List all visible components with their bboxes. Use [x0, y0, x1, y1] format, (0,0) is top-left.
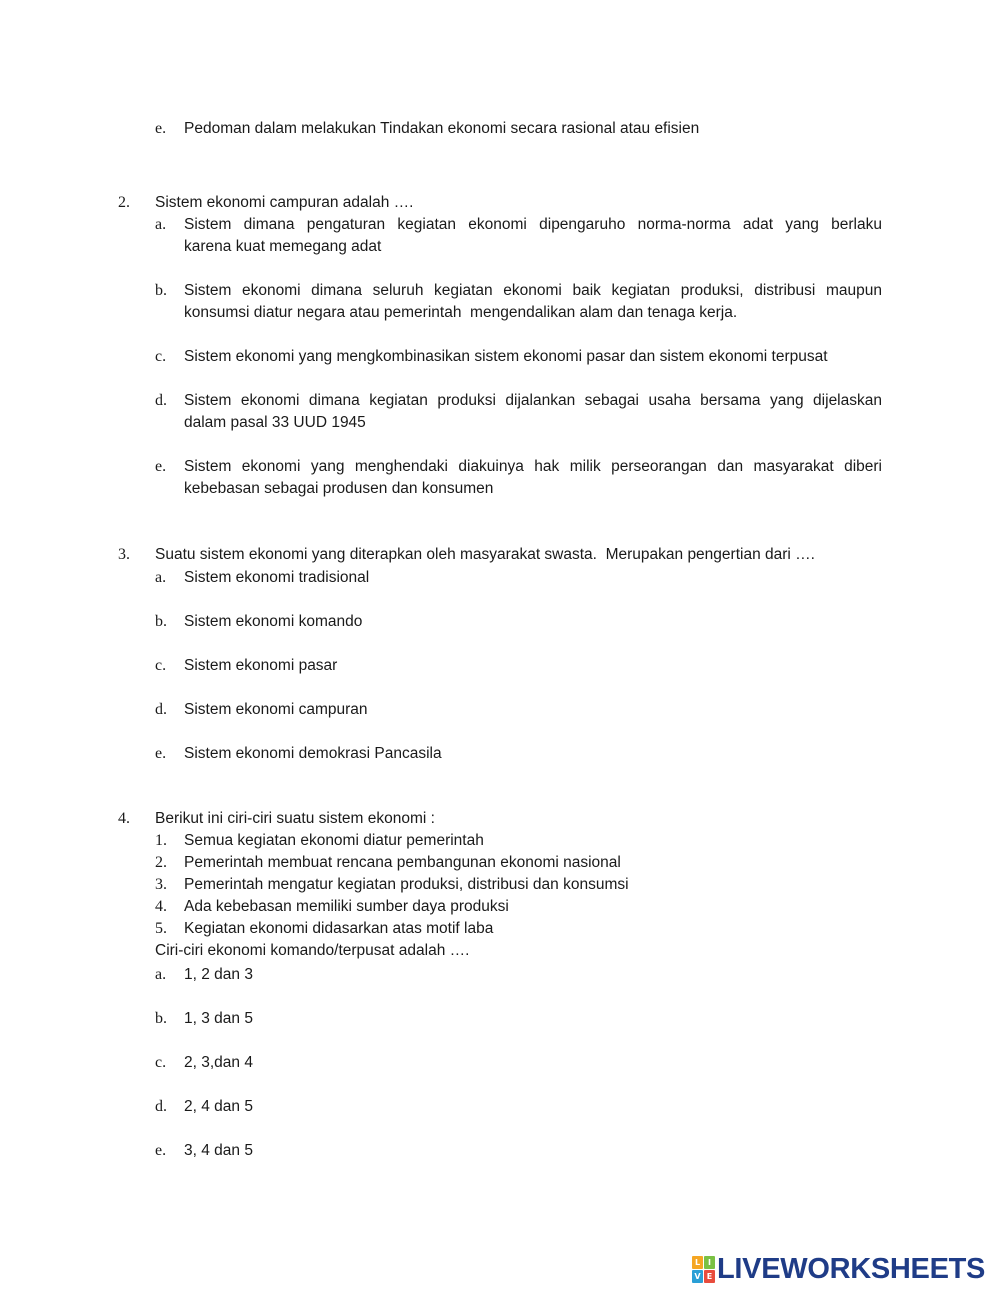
feature-number: 4.	[155, 898, 167, 915]
mark-tile: L	[692, 1256, 703, 1269]
option-text: 2, 4 dan 5	[184, 1098, 253, 1115]
option-letter: a.	[155, 966, 167, 983]
option-text-line-1: Sistem ekonomi dimana seluruh kegiatan ekonomi baik kegiatan produksi, distribusi maupun	[184, 282, 882, 299]
mark-tile: V	[692, 1270, 703, 1283]
option-letter: d.	[155, 701, 167, 718]
liveworksheets-mark-icon	[692, 1256, 714, 1282]
feature-text: Semua kegiatan ekonomi diatur pemerintah	[184, 832, 484, 849]
liveworksheets-logo[interactable]	[692, 1254, 985, 1284]
option-letter: c.	[155, 348, 167, 365]
option-text: Sistem ekonomi yang mengkombinasikan sistem ekonomi pasar dan sistem ekonomi terpusat	[184, 348, 828, 365]
option-text: Sistem ekonomi campuran	[184, 701, 368, 718]
feature-text: Pemerintah mengatur kegiatan produksi, distribusi dan konsumsi	[184, 876, 629, 893]
feature-number: 3.	[155, 876, 167, 893]
question-number: 3.	[118, 546, 130, 563]
option-text-line-1: Sistem ekonomi dimana kegiatan produksi dijalankan sebagai usaha bersama yang dijelaskan	[184, 392, 882, 409]
prompt-text: Ciri-ciri ekonomi komando/terpusat adalah ….	[155, 942, 470, 959]
option-letter: b.	[155, 613, 167, 630]
option-text: Sistem ekonomi pasar	[184, 657, 338, 674]
question-text: Suatu sistem ekonomi yang diterapkan oleh masyarakat swasta. Merupakan pengertian dari ….	[155, 546, 815, 563]
mark-tile: E	[704, 1270, 715, 1283]
option-letter: e.	[155, 1142, 167, 1159]
option-letter: a.	[155, 569, 167, 586]
option-text: Sistem ekonomi demokrasi Pancasila	[184, 745, 442, 762]
option-text: Pedoman dalam melakukan Tindakan ekonomi secara rasional atau efisien	[184, 120, 700, 137]
question-text: Sistem ekonomi campuran adalah ….	[155, 194, 414, 211]
option-text-line-1: Sistem ekonomi yang menghendaki diakuinya hak milik perseorangan dan masyarakat diberi	[184, 458, 882, 475]
option-letter: c.	[155, 657, 167, 674]
option-letter: d.	[155, 1098, 167, 1115]
feature-text: Ada kebebasan memiliki sumber daya produksi	[184, 898, 509, 915]
logo-text: LIVEWORKSHEETS	[717, 1253, 986, 1285]
option-text: Sistem ekonomi komando	[184, 613, 363, 630]
option-letter: c.	[155, 1054, 167, 1071]
option-text-line-1: Sistem dimana pengaturan kegiatan ekonomi dipengaruho norma-norma adat yang berlaku	[184, 216, 882, 233]
option-text: 1, 2 dan 3	[184, 966, 253, 983]
option-letter: e.	[155, 745, 167, 762]
option-letter: e.	[155, 120, 167, 137]
option-text-line-2: karena kuat memegang adat	[184, 238, 382, 255]
feature-number: 5.	[155, 920, 167, 937]
option-letter: e.	[155, 458, 167, 475]
option-text: 1, 3 dan 5	[184, 1010, 253, 1027]
feature-number: 1.	[155, 832, 167, 849]
question-number: 4.	[118, 810, 130, 827]
option-letter: b.	[155, 282, 167, 299]
mark-tile: I	[704, 1256, 715, 1269]
option-letter: a.	[155, 216, 167, 233]
feature-number: 2.	[155, 854, 167, 871]
option-text-line-2: kebebasan sebagai produsen dan konsumen	[184, 480, 494, 497]
option-text: Sistem ekonomi tradisional	[184, 569, 370, 586]
question-number: 2.	[118, 194, 130, 211]
option-letter: d.	[155, 392, 167, 409]
option-text: 2, 3,dan 4	[184, 1054, 253, 1071]
feature-text: Pemerintah membuat rencana pembangunan ekonomi nasional	[184, 854, 621, 871]
question-text: Berikut ini ciri-ciri suatu sistem ekonomi :	[155, 810, 435, 827]
option-text: 3, 4 dan 5	[184, 1142, 253, 1159]
option-text-line-2: dalam pasal 33 UUD 1945	[184, 414, 366, 431]
option-text-line-2: konsumsi diatur negara atau pemerintah mengendalikan alam dan tenaga kerja.	[184, 304, 738, 321]
option-letter: b.	[155, 1010, 167, 1027]
feature-text: Kegiatan ekonomi didasarkan atas motif laba	[184, 920, 494, 937]
